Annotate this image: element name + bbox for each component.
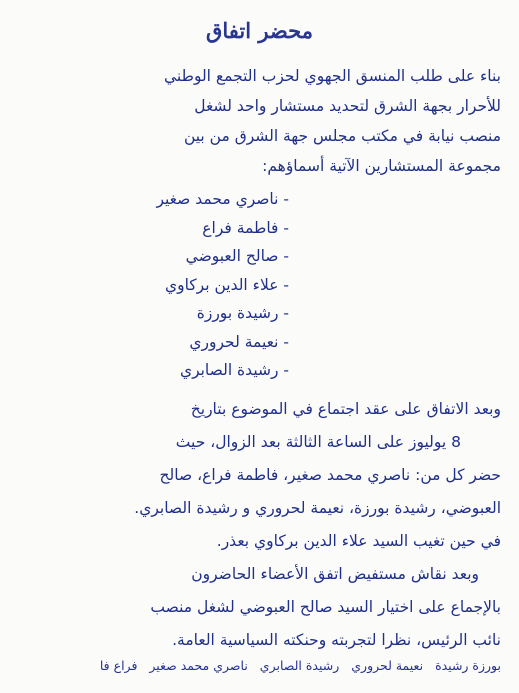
signature-name: فراع فا bbox=[99, 657, 138, 673]
member-name: - فاطمة فراع bbox=[18, 214, 289, 243]
member-name: - نعيمة لحروري bbox=[18, 328, 289, 357]
intro-line: للأحرار بجهة الشرق لتحديد مستشار واحد لشغل bbox=[194, 97, 501, 115]
signature-name: نعيمة لحروري bbox=[351, 657, 424, 673]
intro-line: بناء على طلب المنسق الجهوي لحزب التجمع الوطني bbox=[164, 67, 501, 85]
intro-paragraph bbox=[18, 61, 501, 181]
member-name: - رشيدة بورزة bbox=[18, 299, 289, 328]
body-paragraph bbox=[18, 393, 501, 657]
body-line: حضر كل من: ناصري محمد صغير، فاطمة فراع، صالح bbox=[159, 465, 501, 484]
body-line: وبعد الاتفاق على عقد اجتماع في الموضوع بتاريخ bbox=[190, 399, 501, 418]
member-name: - ناصري محمد صغير bbox=[18, 185, 289, 214]
member-name: - علاء الدين بركاوي bbox=[18, 271, 289, 300]
body-line: في حين تغيب السيد علاء الدين بركاوي بعذر. bbox=[216, 531, 501, 550]
signatures-row bbox=[18, 657, 501, 675]
member-name: - رشيدة الصابري bbox=[18, 356, 289, 385]
intro-line: منصب نيابة في مكتب مجلس جهة الشرق من بين bbox=[183, 127, 501, 145]
body-line: نائب الرئيس، نظرا لتجربته وحنكته السياسية العامة. bbox=[172, 630, 501, 649]
signature-name: رشيدة الصابري bbox=[259, 657, 340, 673]
body-line: العبوضي، رشيدة بورزة، نعيمة لحروري و رشيدة الصابري. bbox=[134, 498, 501, 517]
intro-line: مجموعة المستشارين الآتية أسماؤهم: bbox=[262, 157, 501, 175]
member-name: - صالح العبوضي bbox=[18, 242, 289, 271]
signature-name: بورزة رشيدة bbox=[435, 657, 501, 673]
document-title: محضر اتفاق bbox=[206, 18, 313, 43]
body-line: وبعد نقاش مستفيض اتفق الأعضاء الحاضرون bbox=[191, 564, 479, 583]
body-line: 8 يوليوز على الساعة الثالثة بعد الزوال، حيث bbox=[175, 432, 461, 451]
members-list bbox=[18, 185, 501, 385]
signature-name: ناصري محمد صغير bbox=[149, 657, 248, 673]
body-line: بالإجماع على اختيار السيد صالح العبوضي لشغل منصب bbox=[150, 597, 501, 616]
